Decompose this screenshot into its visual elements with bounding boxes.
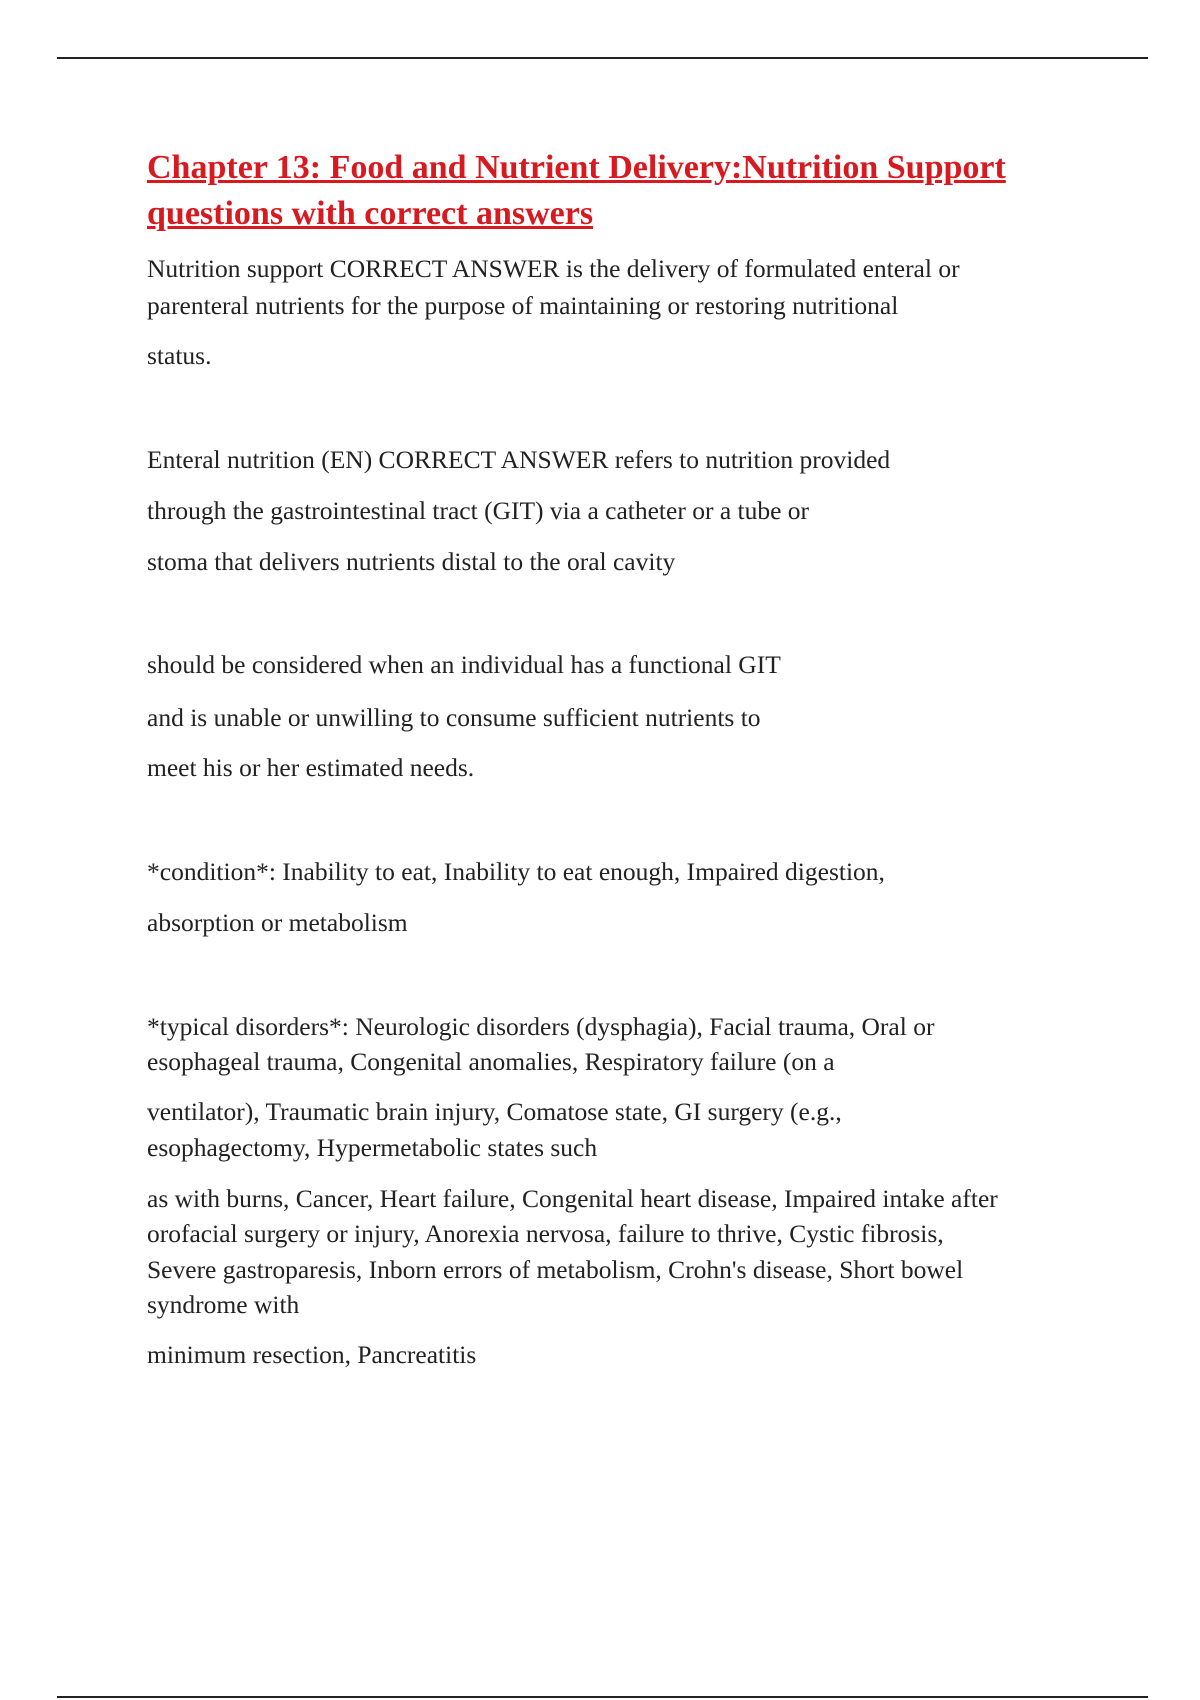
body-text-line: *typical disorders*: Neurologic disorders (dysphagia), Facial trauma, Oral or [147,1012,935,1041]
header-rule [57,57,1148,59]
body-text-line: esophageal trauma, Congenital anomalies, Respiratory failure (on a [147,1047,835,1076]
body-text-line: as with burns, Cancer, Heart failure, Congenital heart disease, Impaired intake after [147,1184,998,1213]
body-text-line: and is unable or unwilling to consume sufficient nutrients to [147,703,761,732]
body-text-line: orofacial surgery or injury, Anorexia nervosa, failure to thrive, Cystic fibrosis, [147,1219,944,1248]
body-text-line: Severe gastroparesis, Inborn errors of metabolism, Crohn's disease, Short bowel [147,1255,964,1284]
document-title-line-1: Chapter 13: Food and Nutrient Delivery:Nutrition Support [147,149,1006,186]
body-text-line: *condition*: Inability to eat, Inability to eat enough, Impaired digestion, [147,857,885,886]
body-text-line: stoma that delivers nutrients distal to the oral cavity [147,547,676,576]
body-text-line: ventilator), Traumatic brain injury, Comatose state, GI surgery (e.g., [147,1097,842,1126]
body-text-line: absorption or metabolism [147,908,408,937]
body-text-line: through the gastrointestinal tract (GIT) via a catheter or a tube or [147,496,810,525]
body-text-line: status. [147,341,212,370]
body-text-line: Nutrition support CORRECT ANSWER is the delivery of formulated enteral or [147,254,960,283]
body-text-line: minimum resection, Pancreatitis [147,1340,477,1369]
body-text-line: Enteral nutrition (EN) CORRECT ANSWER refers to nutrition provided [147,445,891,474]
document-title-line-2: questions with correct answers [147,195,594,232]
body-text-line: should be considered when an individual has a functional GIT [147,650,781,679]
body-text-line: meet his or her estimated needs. [147,753,475,782]
footer-rule [57,1696,1148,1698]
body-text-line: parenteral nutrients for the purpose of maintaining or restoring nutritional [147,291,899,320]
body-text-line: syndrome with [147,1290,300,1319]
body-text-line: esophagectomy, Hypermetabolic states such [147,1133,598,1162]
